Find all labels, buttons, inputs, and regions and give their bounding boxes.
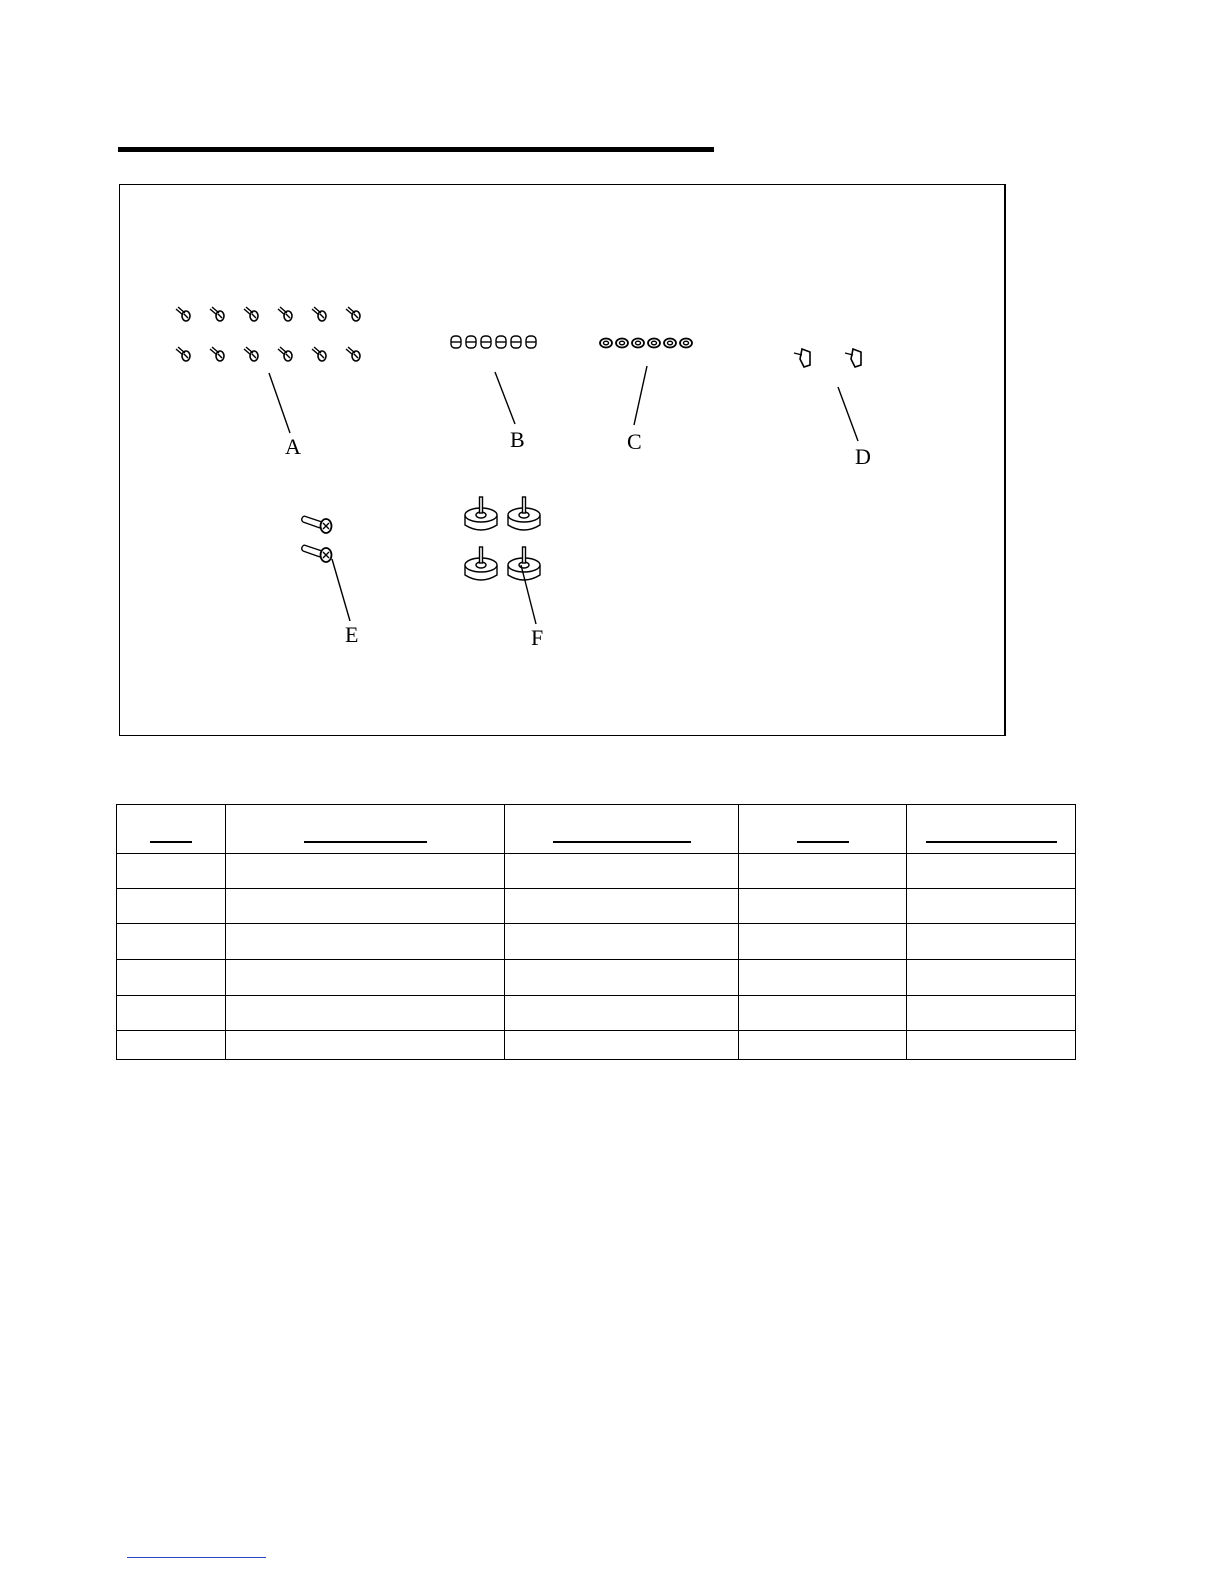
machine-screw-icon (244, 307, 258, 321)
table-cell (505, 854, 739, 889)
table-cell (117, 924, 226, 960)
machine-screw-icon (176, 307, 190, 321)
machine-screw-icon (346, 347, 360, 361)
table-header-cell (739, 805, 907, 854)
cap-nut-group (451, 336, 536, 348)
table-cell (907, 924, 1076, 960)
table-cell (226, 889, 505, 924)
table-row (117, 889, 1076, 924)
header-underline (926, 841, 1057, 843)
knob-icon (794, 349, 810, 367)
table-cell (505, 889, 739, 924)
knob-icon (845, 349, 861, 367)
table-header-cell (117, 805, 226, 854)
leader-line-d (838, 387, 858, 441)
table-cell (505, 1030, 739, 1059)
table-header-cell (505, 805, 739, 854)
washer-icon (648, 339, 660, 348)
callout-d: D (855, 444, 871, 469)
table-row (117, 995, 1076, 1030)
leader-line-f (521, 565, 536, 624)
parts-table (116, 804, 1076, 1060)
header-underline (304, 841, 427, 843)
leader-line-c (634, 366, 647, 425)
table-cell (117, 995, 226, 1030)
callout-c: C (627, 429, 642, 454)
table-cell (907, 960, 1076, 995)
table-cell (226, 1030, 505, 1059)
table-row (117, 960, 1076, 995)
table-cell (226, 854, 505, 889)
machine-screw-icon (312, 347, 326, 361)
callout-b: B (510, 427, 525, 452)
machine-screw-icon (210, 347, 224, 361)
flat-head-screw-icon (302, 516, 332, 533)
washer-icon (664, 339, 676, 348)
section-title-rule (118, 147, 714, 152)
table-cell (505, 960, 739, 995)
cap-nut-icon (451, 336, 461, 348)
table-cell (117, 889, 226, 924)
washer-group (600, 339, 692, 348)
footer-link-underline[interactable] (127, 1557, 266, 1558)
callout-e: E (345, 622, 359, 647)
table-header-cell (226, 805, 505, 854)
machine-screw-icon (210, 307, 224, 321)
leveling-foot-group (465, 497, 540, 580)
knob-group (794, 349, 861, 367)
leveling-foot-icon (465, 547, 497, 580)
machine-screw-icon (278, 347, 292, 361)
machine-screw-icon (176, 347, 190, 361)
table-cell (117, 960, 226, 995)
leader-line-b (495, 372, 515, 424)
header-underline (797, 841, 849, 843)
callout-a: A (285, 434, 301, 459)
table-cell (907, 854, 1076, 889)
leveling-foot-icon (465, 497, 497, 530)
machine-screw-group (176, 307, 360, 361)
machine-screw-icon (278, 307, 292, 321)
machine-screw-icon (312, 307, 326, 321)
cap-nut-icon (526, 336, 536, 348)
flat-head-screw-icon (302, 545, 332, 562)
header-underline (553, 841, 691, 843)
table-cell (117, 854, 226, 889)
table-cell (505, 924, 739, 960)
table-cell (739, 889, 907, 924)
machine-screw-icon (346, 307, 360, 321)
header-underline (150, 841, 192, 843)
table-cell (907, 1030, 1076, 1059)
flat-head-screw-group (302, 516, 332, 562)
cap-nut-icon (496, 336, 506, 348)
table-cell (739, 1030, 907, 1059)
cap-nut-icon (511, 336, 521, 348)
table-row (117, 854, 1076, 889)
callout-f: F (531, 625, 544, 650)
table-cell (739, 854, 907, 889)
hardware-illustration (120, 185, 1007, 737)
washer-icon (616, 339, 628, 348)
table-cell (739, 924, 907, 960)
table-cell (505, 995, 739, 1030)
table-cell (117, 1030, 226, 1059)
cap-nut-icon (481, 336, 491, 348)
table-cell (226, 924, 505, 960)
washer-icon (600, 339, 612, 348)
table-row (117, 1030, 1076, 1059)
table-cell (907, 889, 1076, 924)
table-cell (739, 995, 907, 1030)
table-cell (739, 960, 907, 995)
table-cell (907, 995, 1076, 1030)
cap-nut-icon (466, 336, 476, 348)
hardware-diagram (119, 184, 1006, 736)
machine-screw-icon (244, 347, 258, 361)
leader-line-a (269, 373, 290, 433)
table-row (117, 924, 1076, 960)
washer-icon (632, 339, 644, 348)
leader-line-e (332, 559, 350, 621)
table-header-row (117, 805, 1076, 854)
washer-icon (680, 339, 692, 348)
table-cell (226, 995, 505, 1030)
table-header-cell (907, 805, 1076, 854)
table-cell (226, 960, 505, 995)
leveling-foot-icon (508, 497, 540, 530)
